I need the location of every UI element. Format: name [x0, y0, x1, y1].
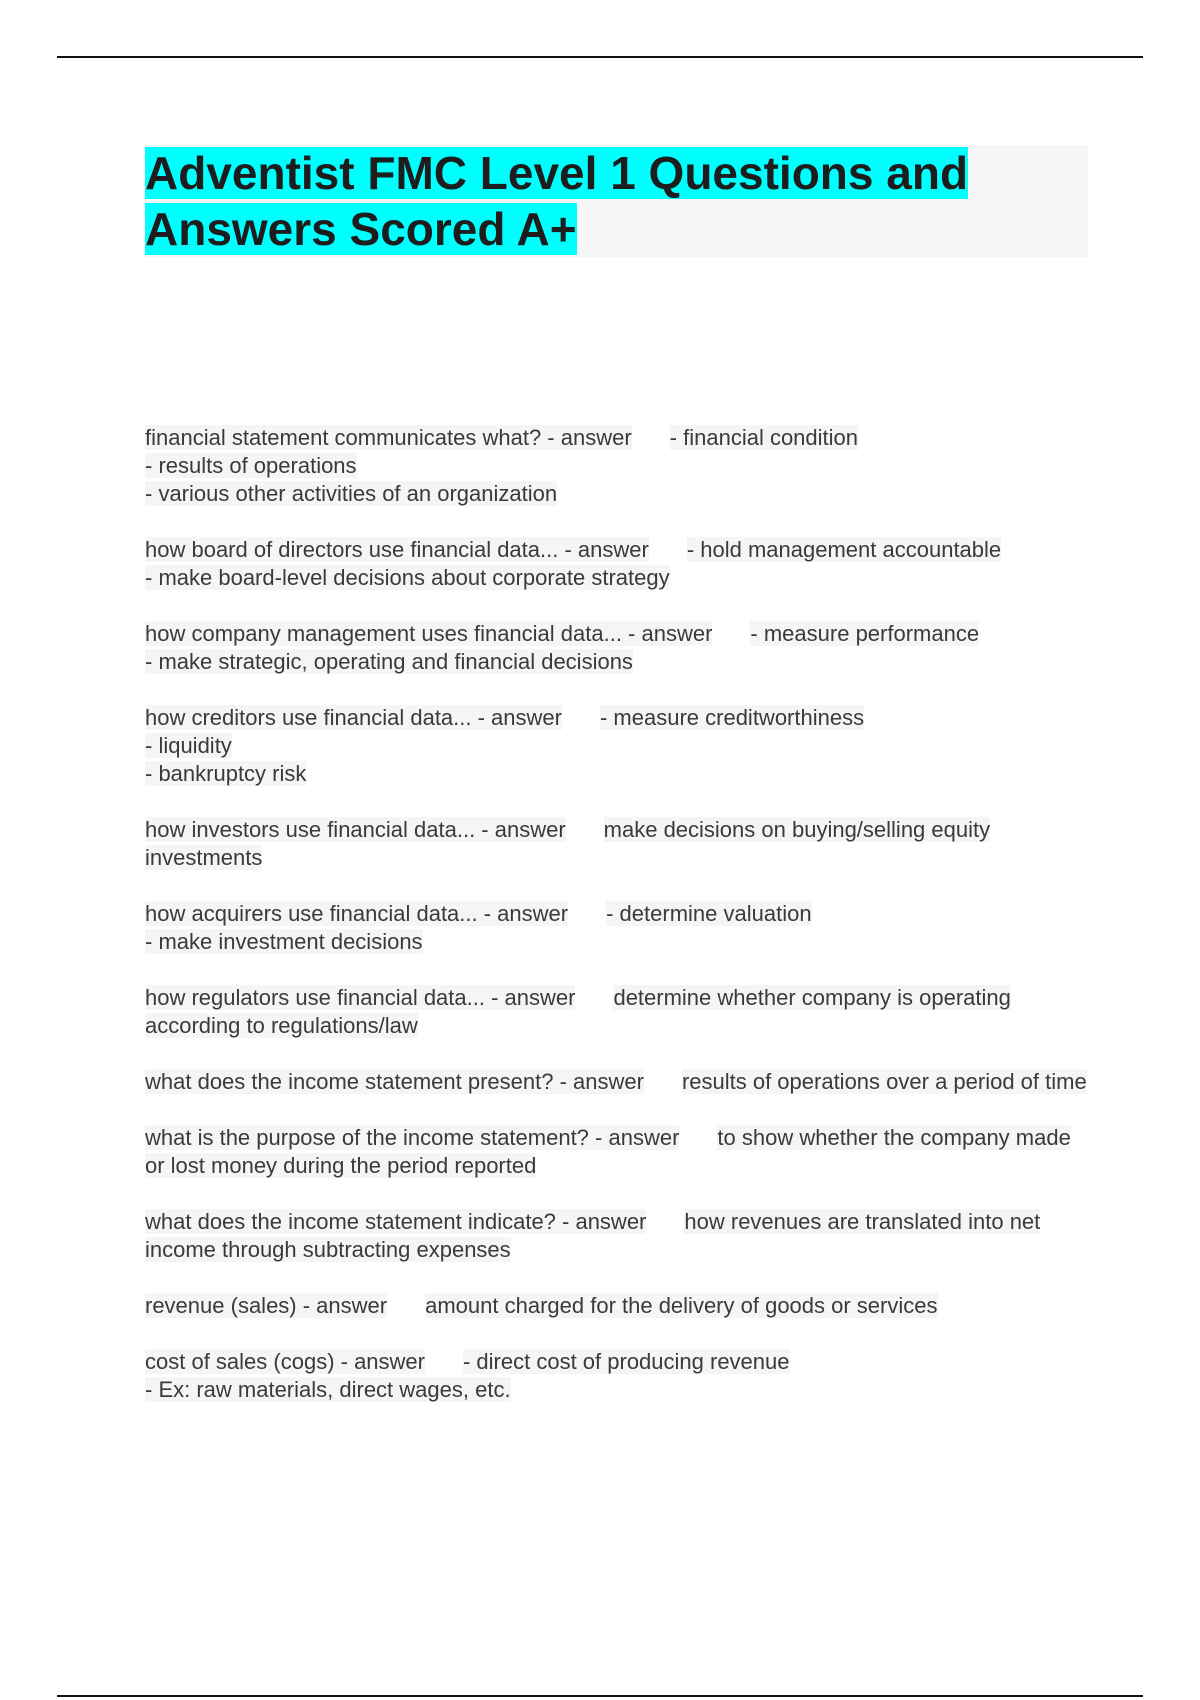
top-rule: [57, 56, 1143, 58]
question-text: cost of sales (cogs) - answer: [145, 1349, 425, 1374]
question-text: how company management uses financial data... - answer: [145, 621, 713, 646]
answer-text: - results of operations: [145, 453, 357, 478]
qa-item: [145, 816, 1095, 872]
answer-text: determine whether company is operating according to regulations/law: [145, 985, 1011, 1038]
answer-text: - determine valuation: [606, 901, 812, 926]
qa-item: [145, 1348, 1095, 1404]
qa-item: [145, 620, 1095, 676]
qa-item: [145, 536, 1095, 592]
answer-text: make decisions on buying/selling equity investments: [145, 817, 991, 870]
question-text: what does the income statement present? - answer: [145, 1069, 644, 1094]
bottom-rule: [57, 1695, 1143, 1697]
qa-item: [145, 1292, 1095, 1320]
qa-item: [145, 1068, 1095, 1096]
answer-text: - make strategic, operating and financial decisions: [145, 649, 633, 674]
answer-text: - make investment decisions: [145, 929, 423, 954]
qa-item: [145, 984, 1095, 1040]
title-block: [145, 145, 1088, 257]
qa-item: [145, 1124, 1095, 1180]
answer-text: results of operations over a period of time: [681, 1069, 1087, 1094]
question-text: how investors use financial data... - answer: [145, 817, 566, 842]
question-text: how board of directors use financial data... - answer: [145, 537, 649, 562]
question-text: what is the purpose of the income statement? - answer: [145, 1125, 680, 1150]
qa-item: [145, 424, 1095, 508]
question-text: what does the income statement indicate? - answer: [145, 1209, 647, 1234]
answer-text: - direct cost of producing revenue: [462, 1349, 790, 1374]
answer-text: - hold management accountable: [686, 537, 1002, 562]
qa-list: [145, 424, 1095, 1432]
answer-text: - measure creditworthiness: [599, 705, 865, 730]
qa-item: [145, 704, 1095, 788]
answer-text: - measure performance: [750, 621, 980, 646]
qa-item: [145, 1208, 1095, 1264]
answer-text: - Ex: raw materials, direct wages, etc.: [145, 1377, 511, 1402]
answer-text: - financial condition: [669, 425, 859, 450]
answer-text: how revenues are translated into net income through subtracting expenses: [145, 1209, 1041, 1262]
question-text: how acquirers use financial data... - answer: [145, 901, 569, 926]
answer-text: to show whether the company made or lost money during the period reported: [145, 1125, 1071, 1178]
answer-text: - make board-level decisions about corporate strategy: [145, 565, 670, 590]
answer-text: - liquidity: [145, 733, 232, 758]
title-highlight: Adventist FMC Level 1 Questions and Answers Scored A+: [145, 147, 969, 255]
answer-text: amount charged for the delivery of goods or services: [425, 1293, 938, 1318]
answer-text: - bankruptcy risk: [145, 761, 307, 786]
document-title: [145, 145, 1088, 257]
question-text: financial statement communicates what? - answer: [145, 425, 632, 450]
question-text: how regulators use financial data... - answer: [145, 985, 576, 1010]
answer-text: - various other activities of an organization: [145, 481, 558, 506]
qa-item: [145, 900, 1095, 956]
question-text: revenue (sales) - answer: [145, 1293, 388, 1318]
question-text: how creditors use financial data... - answer: [145, 705, 562, 730]
